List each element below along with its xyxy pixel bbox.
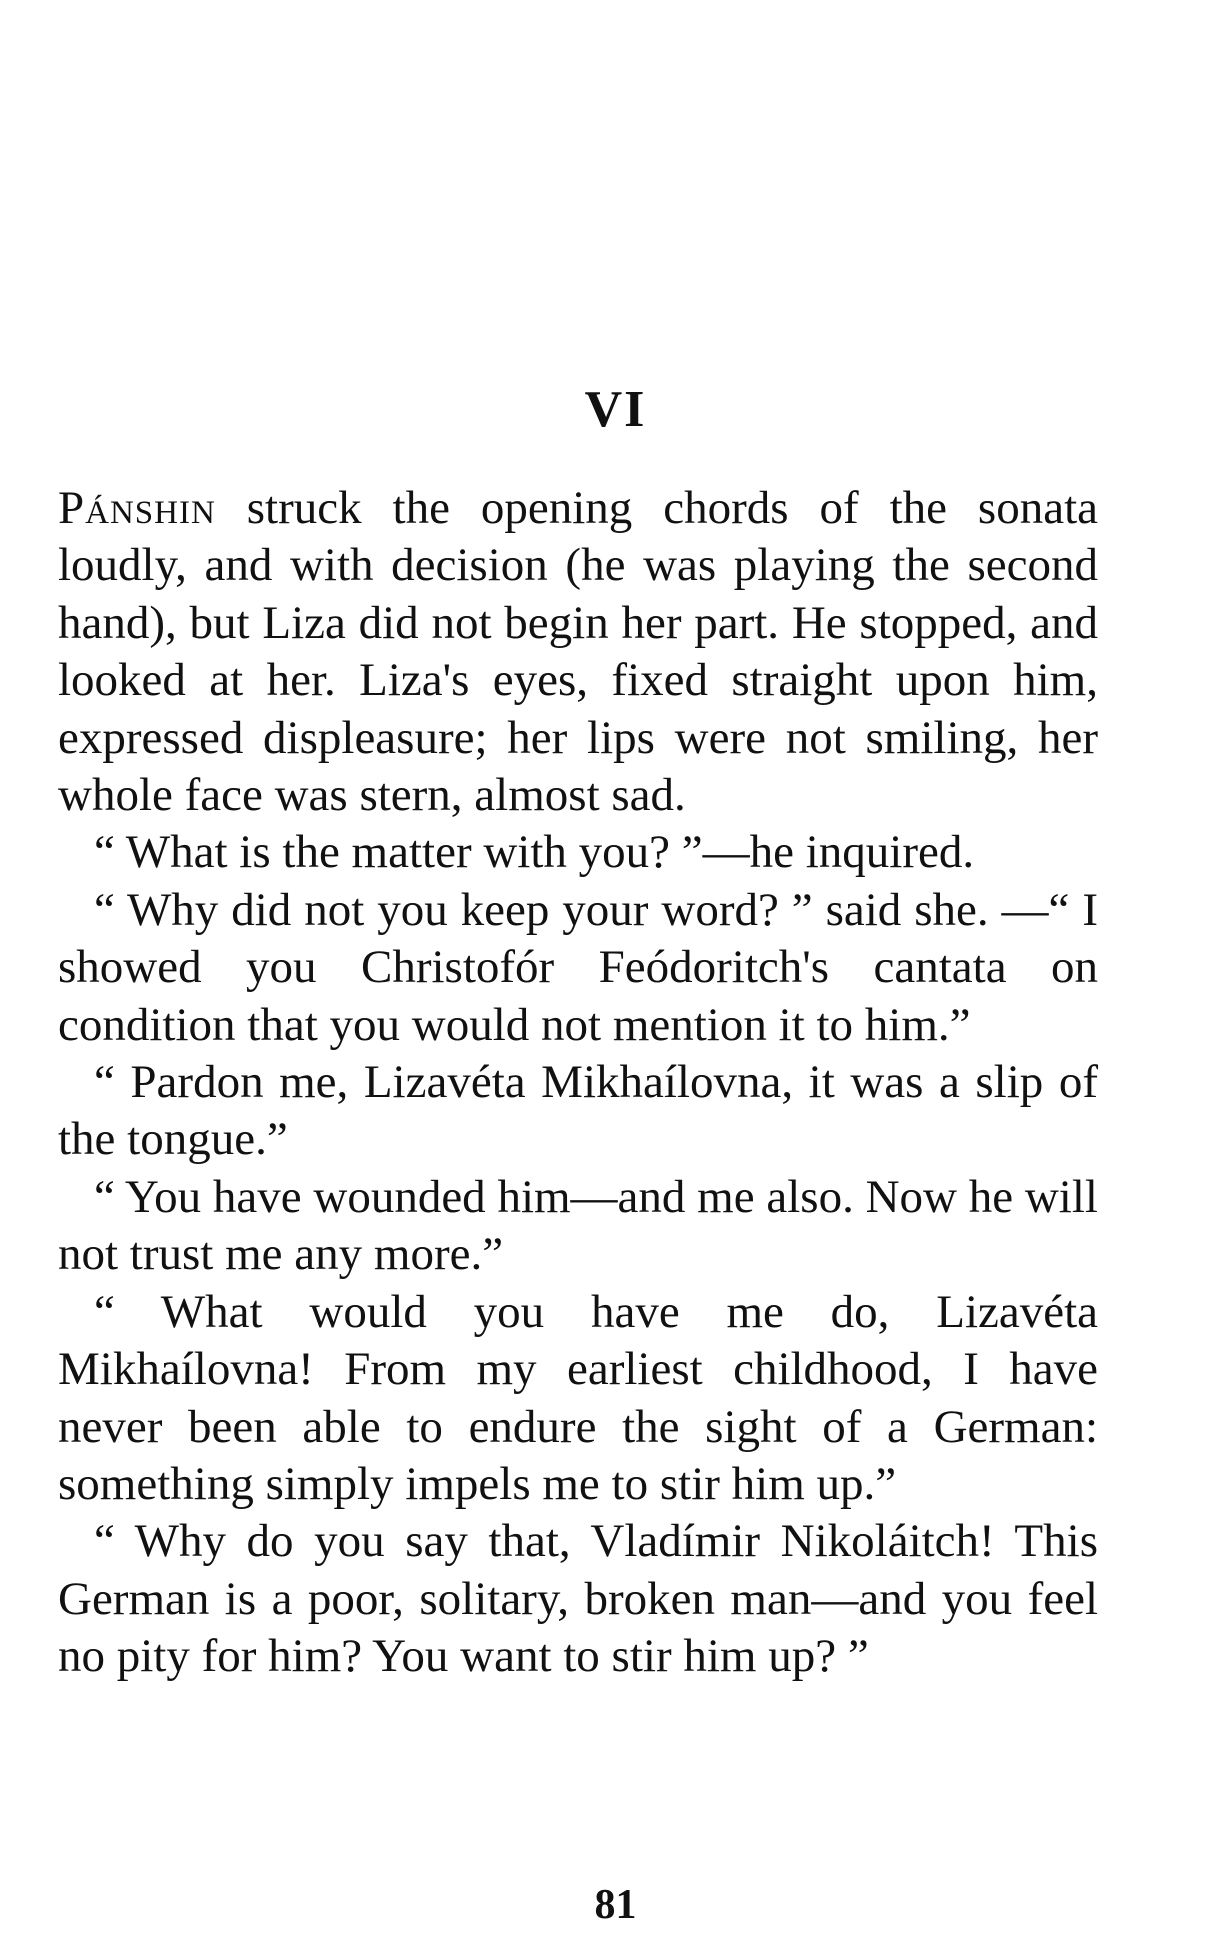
paragraph [58,480,1098,824]
paragraph: “ You have wounded him—and me also. Now he will not trust me any more.” [58,1170,1098,1281]
page-number: 81 [594,1882,637,1928]
paragraph-lead-name: Pánshin [58,482,216,534]
paragraph: “ What would you have me do, Lizavéta Mikhaílovna! From my earliest childhood, I have never been able to endure the sight of a German: something simply impels me to stir him up.” [58,1285,1098,1510]
chapter-body [58,480,1098,1686]
chapter-heading: VI [584,381,647,438]
paragraph: “ What is the matter with you? ”—he inquired. [94,826,975,879]
paragraph: “ Why do you say that, Vladímir Nikoláitch! This German is a poor, solitary, broken man—and you feel no pity for him? You want to stir him up? ” [58,1515,1098,1683]
paragraph-text: struck the opening chords of the sonata loudly, and with decision (he was playing the second hand), but Liza did not begin her part. He stopped, and looked at her. Liza's eyes, fixed straight upon him, expressed displeasure; her lips were not smiling, her whole face was stern, almost sad. [58,482,1098,822]
paragraph: “ Why did not you keep your word? ” said she. —“ I showed you Christofór Feódoritch's cantata on condition that you would not mention it to him.” [58,883,1098,1051]
paragraph: “ Pardon me, Lizavéta Mikhaílovna, it was a slip of the tongue.” [58,1056,1098,1166]
